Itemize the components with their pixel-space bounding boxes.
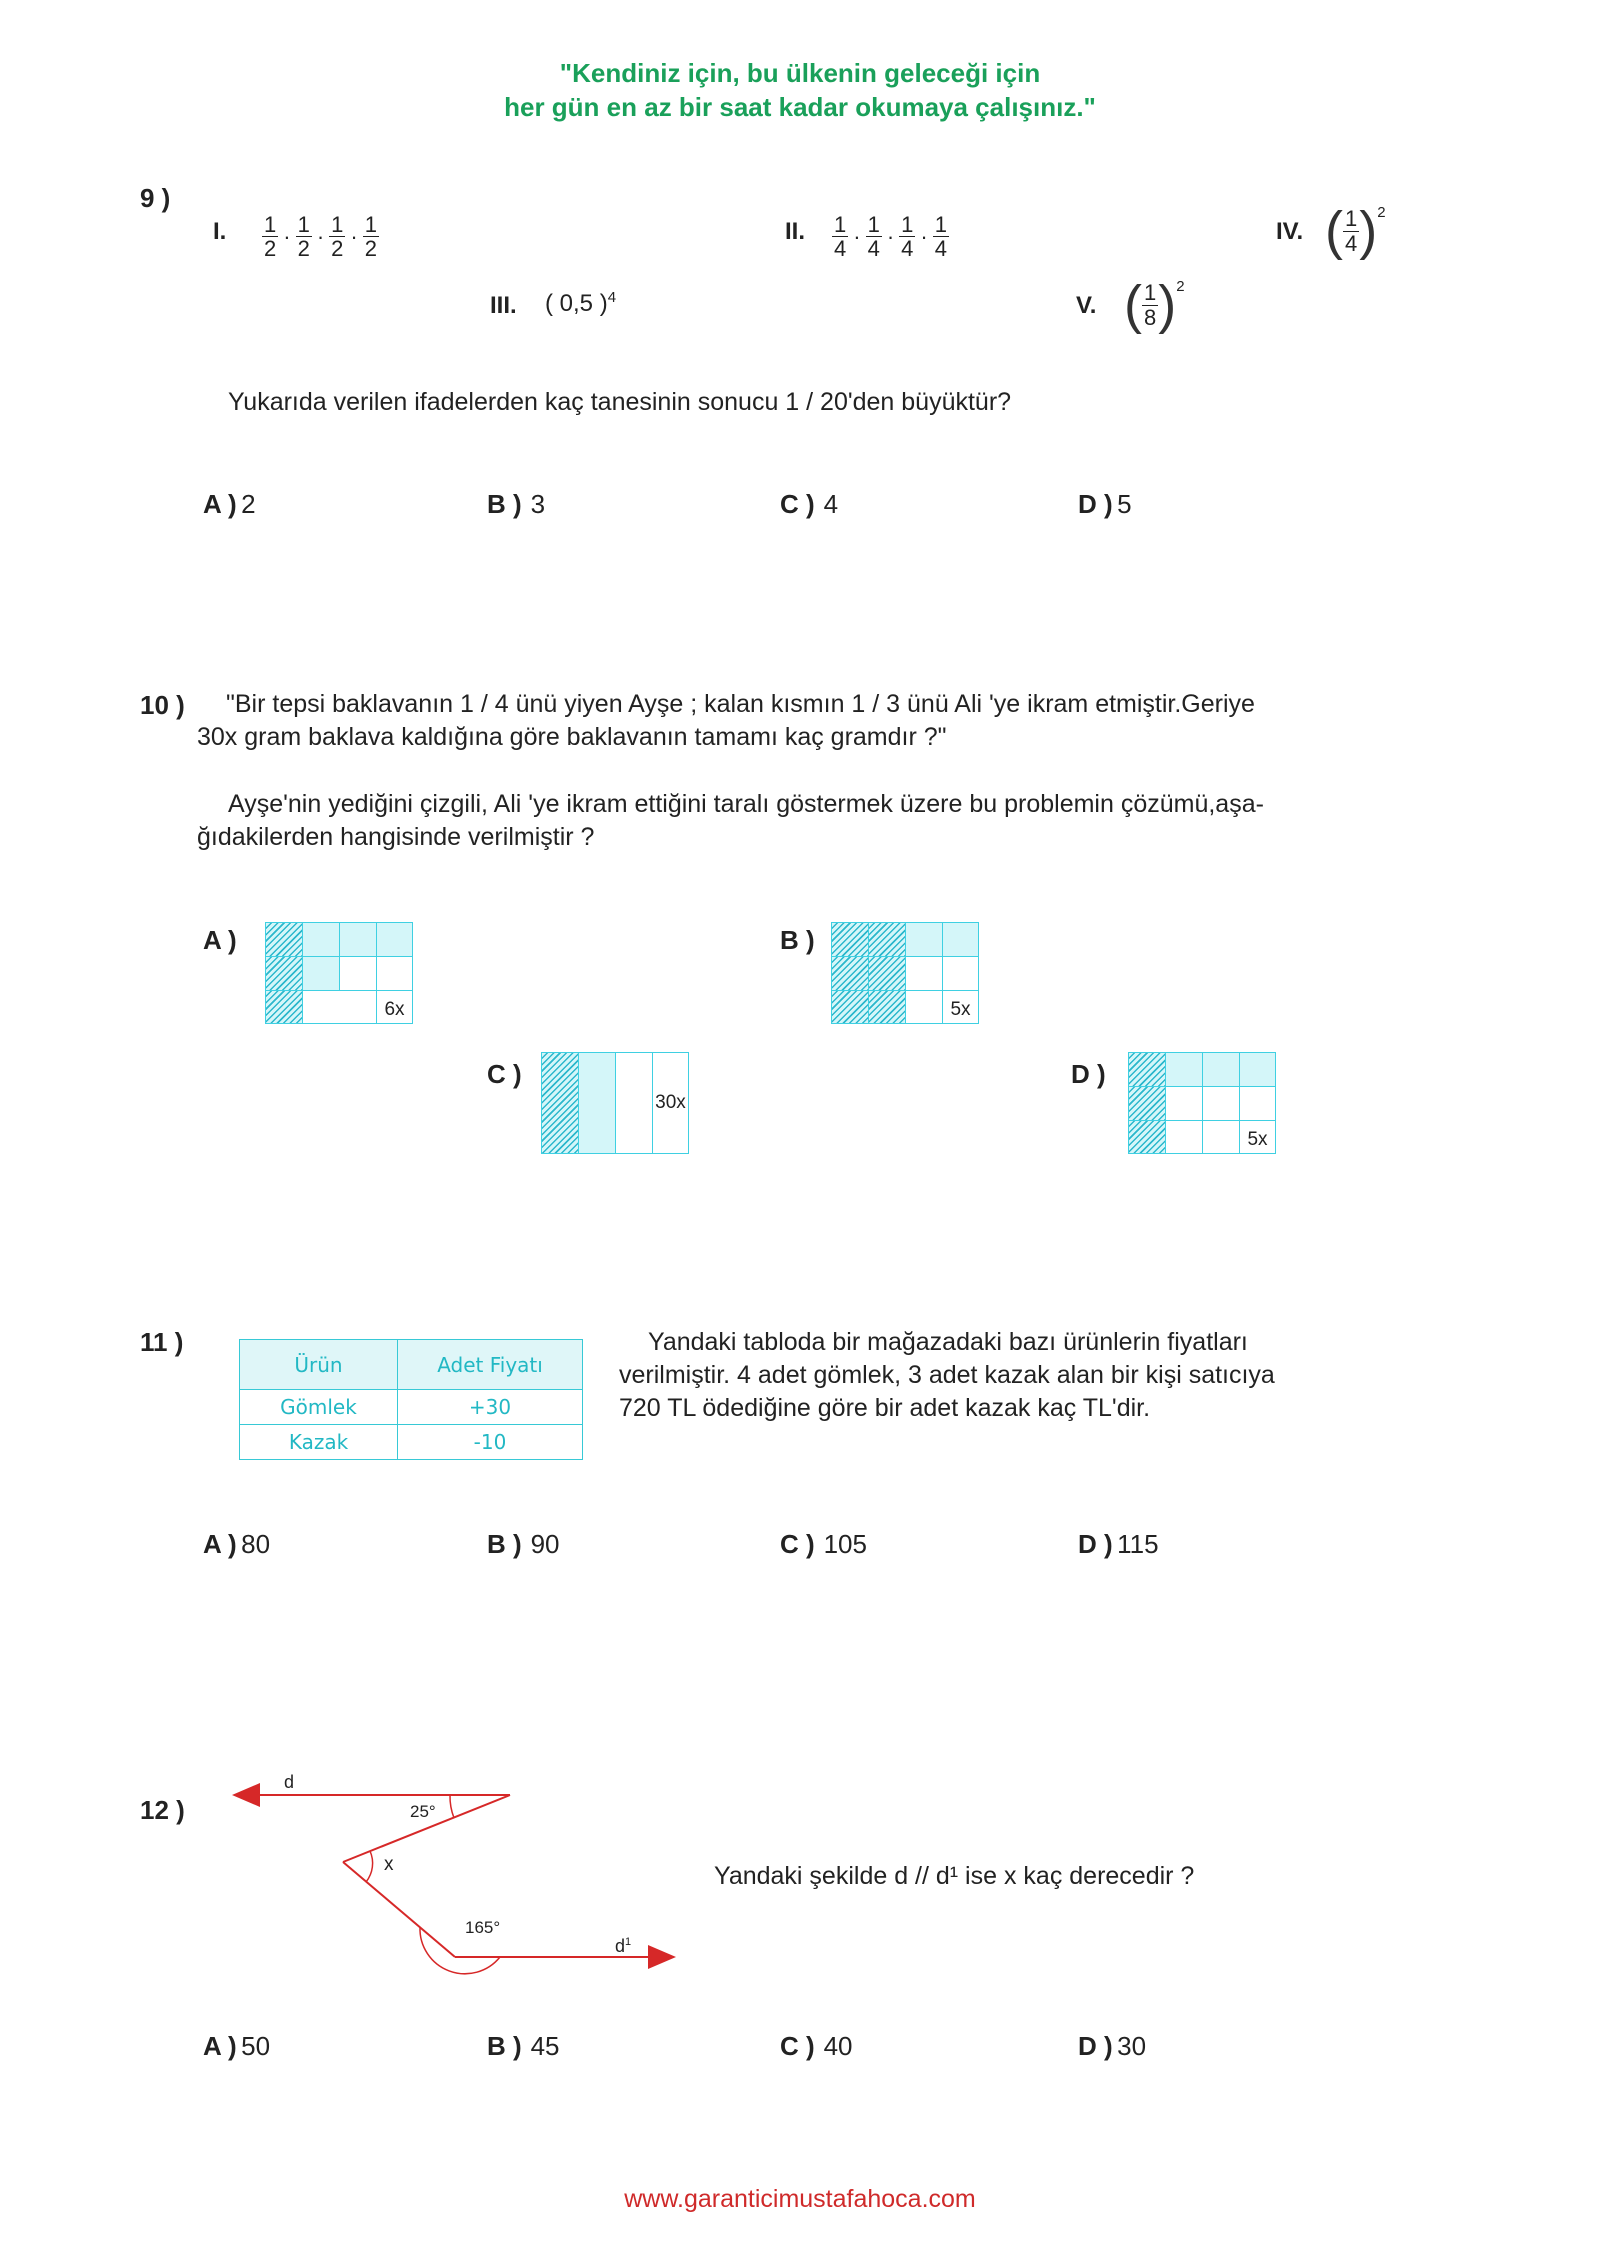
expr-1-product: $\frac{1}{2}$ · $\frac{1}{2}$ · $\frac{1}{2}$ · $\frac{1}{2}$ (264, 212, 377, 262)
grid-cell-labeled: 5x (1239, 1120, 1276, 1154)
question-10-line-3: Ayşe'nin yediğini çizgili, Ali 'ye ikram ettiğini taralı göstermek üzere bu problemin çözümü,aşa- (228, 790, 1264, 818)
q12-option-c[interactable]: C ) 40 (780, 2031, 853, 2061)
question-12-text: Yandaki şekilde d // d¹ ise x kaç derecedir ? (714, 1862, 1195, 1890)
grid-cell-labeled: 5x (942, 990, 979, 1024)
fraction: $\frac{1}{2}$ (264, 212, 277, 262)
table-header-cell: Adet Fiyatı (398, 1340, 583, 1390)
fraction: $\frac{1}{4}$ (1344, 206, 1358, 256)
q11-option-c[interactable]: C ) 105 (780, 1529, 867, 1559)
expr-4-label: IV. (1276, 218, 1304, 245)
motto-line-1: "Kendiniz için, bu ülkenin geleceği için (559, 58, 1041, 88)
fraction: $\frac{1}{2}$ (331, 212, 344, 262)
question-10-line-1: "Bir tepsi baklavanın 1 / 4 ünü yiyen Ayşe ; kalan kısmın 1 / 3 ünü Ali 'ye ikram etmiştir.Geriye (226, 690, 1255, 718)
question-9-text: Yukarıda verilen ifadelerden kaç tanesinin sonucu 1 / 20'den büyüktür? (228, 388, 1012, 416)
q9-option-d[interactable]: D ) 5 (1078, 489, 1132, 519)
line-d1-label: $d^1$ (615, 1936, 632, 1956)
expr-2-product: $\frac{1}{4}$ · $\frac{1}{4}$ · $\frac{1}{4}$ · $\frac{1}{4}$ (834, 212, 947, 262)
question-11-line-3: 720 TL ödediğine göre bir adet kazak kaç TL'dir. (619, 1394, 1151, 1422)
q9-option-a[interactable]: A ) 2 (203, 489, 256, 519)
question-11-number: 11 ) (140, 1327, 184, 1357)
transversal-lower (343, 1862, 455, 1957)
fraction: $\frac{1}{8}$ (1143, 280, 1157, 330)
expr-5-power: ( $\frac{1}{8}$ ) 2 (1124, 275, 1185, 335)
angle-165-label: 165° (465, 1918, 501, 1937)
expr-2-label: II. (785, 218, 806, 245)
expr-5-label: V. (1076, 292, 1097, 319)
q10-option-c-label[interactable]: C ) (487, 1059, 522, 1089)
q11-option-b[interactable]: B ) 90 (487, 1529, 560, 1559)
fraction: $\frac{1}{4}$ (834, 212, 847, 262)
angle-x-label: x (384, 1854, 394, 1875)
question-9-number: 9 ) (140, 183, 171, 213)
q11-option-a[interactable]: A ) 80 (203, 1529, 271, 1559)
angle-25-label: 25° (410, 1802, 436, 1821)
grid-cell-labeled: 30x (652, 1052, 689, 1154)
question-11-line-1: Yandaki tabloda bir mağazadaki bazı ürünlerin fiyatları (648, 1328, 1248, 1356)
expr-3-label: III. (490, 292, 517, 319)
expr-3-power: ( 0,5 )$^4$ (545, 289, 617, 317)
q12-option-d[interactable]: D ) 30 (1078, 2031, 1147, 2061)
footer-url[interactable]: www.garanticimustafahoca.com (624, 2185, 976, 2213)
motto-line-2: her gün en az bir saat kadar okumaya çalışınız." (504, 92, 1096, 122)
q11-option-d[interactable]: D ) 115 (1078, 1529, 1159, 1559)
exponent: 2 (1176, 278, 1185, 295)
angle-arc-top (450, 1795, 454, 1818)
table-header-cell: Ürün (240, 1340, 398, 1390)
expr-1-label: I. (213, 218, 227, 245)
question-10-number: 10 ) (140, 690, 185, 720)
q10-option-d-label[interactable]: D ) (1071, 1059, 1106, 1089)
angle-arc-mid (366, 1851, 373, 1882)
q10-option-b-label[interactable]: B ) (780, 925, 815, 955)
q10-option-a-label[interactable]: A ) (203, 925, 237, 955)
expr-4-power: ( $\frac{1}{4}$ ) 2 (1325, 201, 1386, 261)
line-d-label: d (284, 1772, 295, 1792)
question-10-line-2: 30x gram baklava kaldığına göre baklavanın tamamı kaç gramdır ?" (197, 723, 947, 751)
q9-option-b[interactable]: B ) 3 (487, 489, 546, 519)
fraction: $\frac{1}{2}$ (297, 212, 310, 262)
q12-option-a[interactable]: A ) 50 (203, 2031, 271, 2061)
table-cell: Gömlek (240, 1390, 398, 1425)
fraction: $\frac{1}{2}$ (364, 212, 377, 262)
grid-cell-labeled: 6x (376, 990, 413, 1024)
fraction: $\frac{1}{4}$ (901, 212, 914, 262)
table-cell: +30 (398, 1390, 583, 1425)
q9-option-c[interactable]: C ) 4 (780, 489, 839, 519)
fraction: $\frac{1}{4}$ (934, 212, 947, 262)
question-10-line-4: ğıdakilerden hangisinde verilmiştir ? (197, 823, 595, 851)
exponent: 2 (1377, 204, 1386, 221)
table-cell: -10 (398, 1425, 583, 1460)
q12-option-b[interactable]: B ) 45 (487, 2031, 560, 2061)
question-11-line-2: verilmiştir. 4 adet gömlek, 3 adet kazak alan bir kişi satıcıya (619, 1361, 1275, 1389)
fraction: $\frac{1}{4}$ (867, 212, 880, 262)
table-cell: Kazak (240, 1425, 398, 1460)
question-12-number: 12 ) (140, 1795, 185, 1825)
